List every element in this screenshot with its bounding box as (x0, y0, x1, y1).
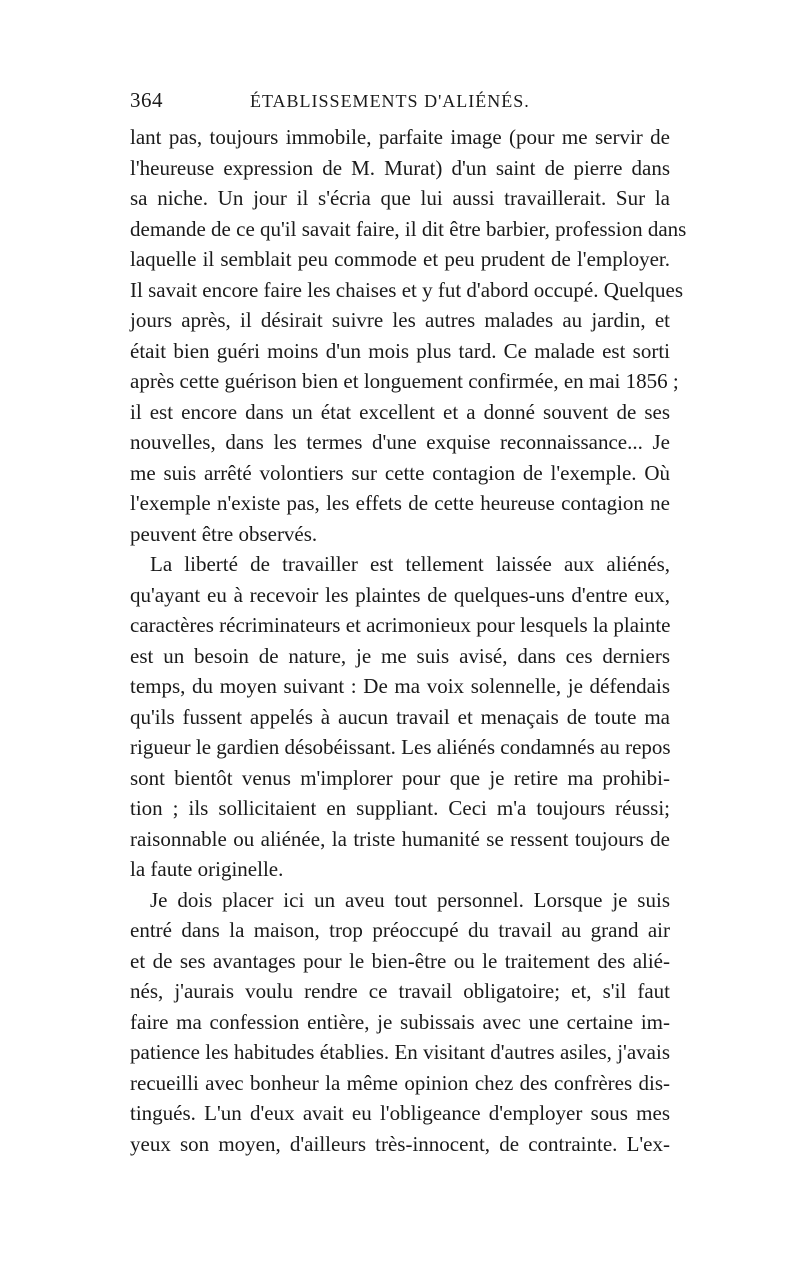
book-page (130, 88, 687, 1159)
page-number: 364 (130, 88, 163, 112)
text-line: nés, j'aurais voulu rendre ce travail obligatoire; et, s'il faut (130, 979, 670, 1003)
text-line: peuvent être observés. (130, 521, 318, 546)
text-line: Je dois placer ici un aveu tout personnel. Lorsque je suis (150, 887, 670, 912)
text-line: tingués. L'un d'eux avait eu l'obligeance d'employer sous mes (130, 1101, 670, 1125)
text-line: demande de ce qu'il savait faire, il dit être barbier, profession dans (130, 216, 687, 241)
text-line: sa niche. Un jour il s'écria que lui aussi travaillerait. Sur la (130, 186, 670, 210)
text-line: raisonnable ou aliénée, la triste humanité se ressent toujours de (130, 826, 670, 851)
text-line: patience les habitudes établies. En visitant d'autres asiles, j'avais (130, 1040, 670, 1064)
text-line: faire ma confession entière, je subissais avec une certaine im- (130, 1009, 670, 1034)
text-line: la faute originelle. (130, 857, 284, 881)
body-text (130, 122, 687, 1159)
text-line: après cette guérison bien et longuement confirmée, en mai 1856 ; (130, 369, 679, 393)
text-line: était bien guéri moins d'un mois plus tard. Ce malade est sorti (130, 338, 670, 363)
text-line: temps, du moyen suivant : De ma voix solennelle, je défendais (130, 674, 670, 698)
text-line: qu'ayant eu à recevoir les plaintes de quelques-uns d'entre eux, (130, 582, 670, 607)
text-line: me suis arrêté volontiers sur cette contagion de l'exemple. Où (130, 460, 670, 485)
text-line: rigueur le gardien désobéissant. Les aliénés condamnés au repos (130, 735, 671, 759)
running-head (130, 88, 670, 122)
text-line: et de ses avantages pour le bien-être ou le traitement des alié- (130, 948, 670, 973)
text-line: caractères récriminateurs et acrimonieux pour lesquels la plainte (130, 613, 671, 637)
text-line: est un besoin de nature, je me suis avisé, dans ces derniers (130, 643, 670, 668)
text-line: yeux son moyen, d'ailleurs très-innocent, de contrainte. L'ex- (130, 1131, 670, 1156)
text-line: tion ; ils sollicitaient en suppliant. Ceci m'a toujours réussi; (130, 796, 670, 820)
text-line: Il savait encore faire les chaises et y fut d'abord occupé. Quelques (130, 277, 684, 302)
text-line: nouvelles, dans les termes d'une exquise reconnaissance... Je (130, 430, 670, 454)
running-title: ÉTABLISSEMENTS D'ALIÉNÉS. (250, 91, 530, 111)
text-line: il est encore dans un état excellent et a donné souvent de ses (130, 399, 670, 424)
text-line: recueilli avec bonheur la même opinion chez des confrères dis- (130, 1070, 670, 1095)
text-line: l'heureuse expression de M. Murat) d'un saint de pierre dans (130, 155, 670, 180)
text-line: lant pas, toujours immobile, parfaite image (pour me servir de (130, 125, 670, 149)
text-line: jours après, il désirait suivre les autres malades au jardin, et (130, 308, 670, 332)
text-line: l'exemple n'existe pas, les effets de cette heureuse contagion ne (130, 491, 670, 515)
text-line: sont bientôt venus m'implorer pour que je retire ma prohibi- (130, 765, 670, 790)
text-line: La liberté de travailler est tellement laissée aux aliénés, (150, 552, 670, 576)
text-line: entré dans la maison, trop préoccupé du travail au grand air (130, 918, 670, 942)
text-line: laquelle il semblait peu commode et peu prudent de l'employer. (130, 247, 670, 271)
text-line: qu'ils fussent appelés à aucun travail et menaçais de toute ma (130, 704, 670, 729)
